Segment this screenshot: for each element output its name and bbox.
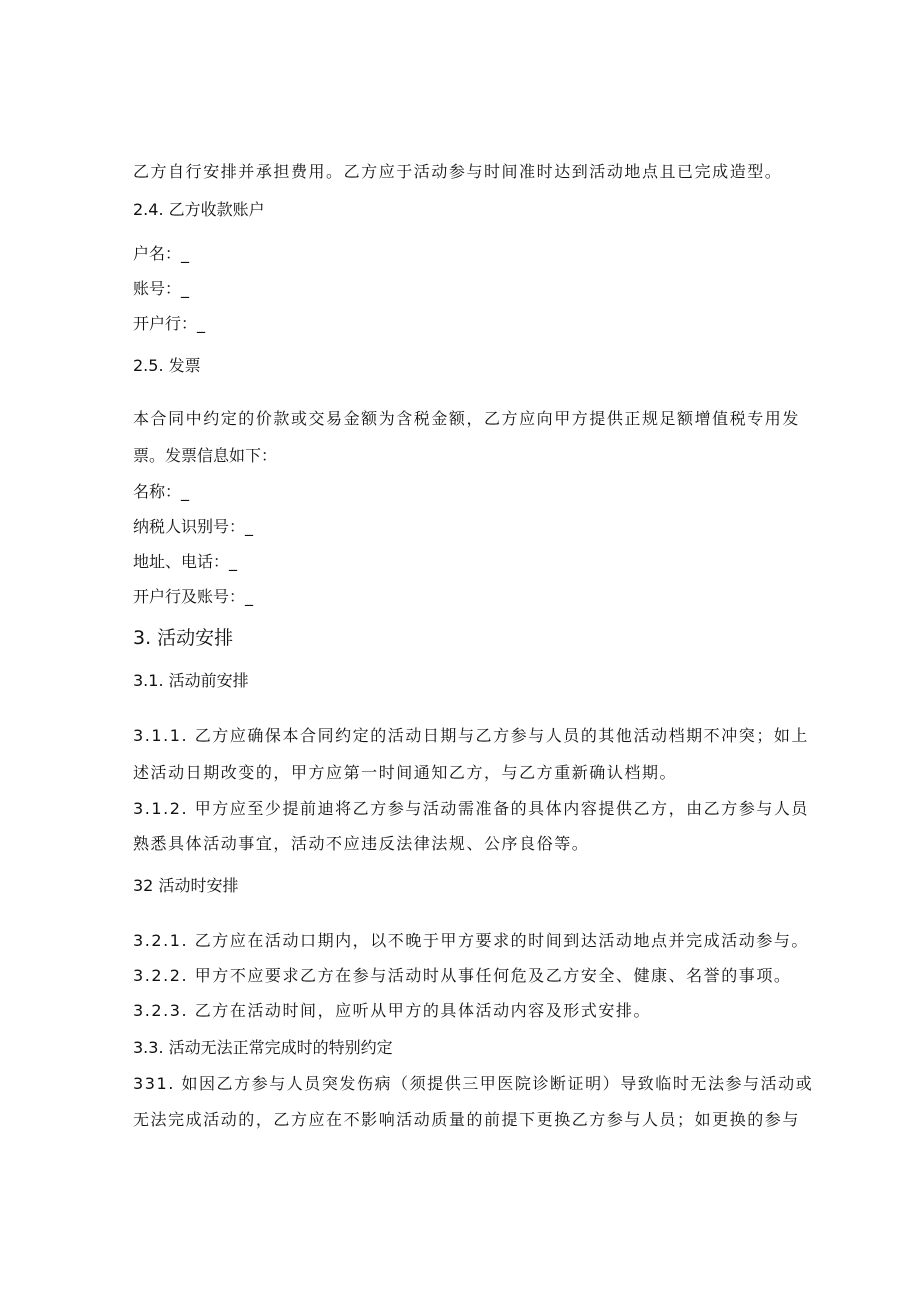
- clause-3-1-1-cont: 述活动日期改变的，甲方应第一时间通知乙方，与乙方重新确认档期。: [133, 763, 678, 782]
- section-heading-3: 3. 活动安排: [133, 627, 234, 649]
- clause-3-1-2-cont: 熟悉具体活动事宜，活动不应违反法律法规、公序良俗等。: [133, 834, 590, 853]
- address-phone-field: 地址、电话：_: [133, 552, 238, 571]
- clause-3-3-1: 331. 如因乙方参与人员突发伤病（须提供三甲医院诊断证明）导致临时无法参与活动或: [133, 1074, 814, 1093]
- section-heading-2-5: 2.5. 发票: [133, 356, 201, 375]
- account-name-field: 户名：_: [133, 244, 190, 263]
- paragraph-line: 本合同中约定的价款或交易金额为含税金额，乙方应向甲方提供正规足额增值税专用发: [133, 409, 800, 428]
- clause-3-2-2: 3.2.2. 甲方不应要求乙方在参与活动时从事任何危及乙方安全、健康、名誉的事项。: [133, 966, 792, 985]
- account-bank-field: 开户行：_: [133, 314, 206, 333]
- section-heading-3-2: 32 活动时安排: [133, 876, 239, 895]
- section-heading-2-4: 2.4. 乙方收款账户: [133, 200, 265, 219]
- taxpayer-id-field: 纳税人识别号：_: [133, 517, 254, 536]
- section-heading-3-3: 3.3. 活动无法正常完成时的特别约定: [133, 1038, 393, 1057]
- paragraph-line: 票。发票信息如下：: [133, 446, 278, 465]
- section-heading-3-1: 3.1. 活动前安排: [133, 671, 249, 690]
- clause-3-1-2: 3.1.2. 甲方应至少提前迪将乙方参与活动需准备的具体内容提供乙方，由乙方参与人员: [133, 799, 809, 818]
- clause-3-3-1-cont: 无法完成活动的，乙方应在不影响活动质量的前提下更换乙方参与人员；如更换的参与: [133, 1110, 800, 1129]
- invoice-name-field: 名称：_: [133, 482, 190, 501]
- account-number-field: 账号：_: [133, 279, 190, 298]
- clause-3-1-1: 3.1.1. 乙方应确保本合同约定的活动日期与乙方参与人员的其他活动档期不冲突；如上: [133, 726, 809, 745]
- paragraph-line: 乙方自行安排并承担费用。乙方应于活动参与时间准时达到活动地点且已完成造型。: [133, 162, 783, 181]
- bank-account-field: 开户行及账号：_: [133, 587, 254, 606]
- clause-3-2-1: 3.2.1. 乙方应在活动口期内，以不晚于甲方要求的时间到达活动地点并完成活动参与。: [133, 931, 809, 950]
- clause-3-2-3: 3.2.3. 乙方在活动时间，应听从甲方的具体活动内容及形式安排。: [133, 1001, 652, 1020]
